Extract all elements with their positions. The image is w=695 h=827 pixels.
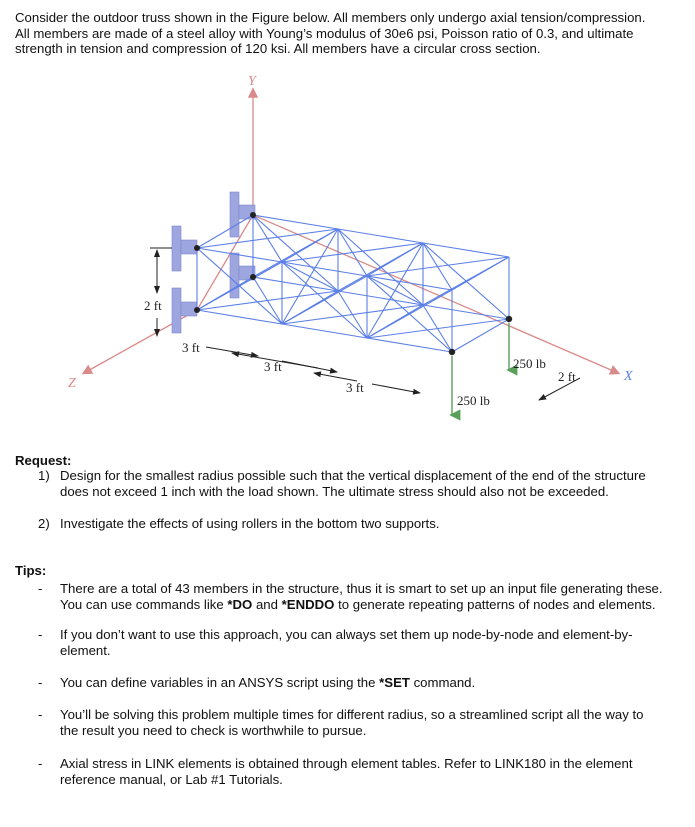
tip-item-2 — [60, 627, 690, 658]
tip-item-1 — [60, 581, 690, 612]
intro-line-1: Consider the outdoor truss shown in the Figure below. All members only undergo axial tension/compression. — [15, 10, 646, 25]
truss-diagram — [0, 68, 695, 448]
load-label-back: 250 lb — [513, 356, 546, 371]
tip-item-4 — [60, 707, 690, 738]
tip-5-line-2: reference manual, or Lab #1 Tutorials. — [60, 771, 283, 787]
support-front-bottom — [172, 288, 197, 333]
request-item-2 — [60, 516, 685, 532]
tip-5-line-1: Axial stress in LINK elements is obtained through element tables. Refer to LINK180 in the element — [60, 756, 633, 771]
truss-members — [197, 215, 509, 352]
request-item-1-line-1: Design for the smallest radius possible such that the vertical displacement of the end of the structure — [60, 468, 646, 483]
height-dimension — [150, 248, 172, 336]
tip-2-line-2: element. — [60, 642, 111, 658]
length-label-3: 3 ft — [346, 380, 364, 395]
tip-1-line-1: There are a total of 43 members in the structure, thus it is smart to set up an input file generating these. — [60, 581, 663, 596]
tip-bullet-2: - — [38, 627, 43, 642]
request-item-1 — [60, 468, 685, 499]
tips-heading: Tips: — [15, 563, 47, 578]
request-item-2-line-1: Investigate the effects of using rollers in the bottom two supports. — [60, 516, 440, 531]
tip-1-line-2: You can use commands like *DO and *ENDDO to generate repeating patterns of nodes and elements. — [60, 596, 656, 612]
truss-figure — [0, 68, 695, 448]
tip-bullet-3: - — [38, 675, 43, 690]
z-axis-label: Z — [68, 376, 76, 391]
tip-item-3 — [60, 675, 690, 691]
request-item-1-line-2: does not exceed 1 inch with the load shown. The ultimate stress should also not be exceeded. — [60, 483, 609, 499]
tip-4-line-2: the result you need to check is worthwhile to pursue. — [60, 722, 367, 738]
tip-3-line-1: You can define variables in an ANSYS script using the *SET command. — [60, 675, 476, 690]
tip-bullet-4: - — [38, 707, 43, 722]
height-label: 2 ft — [144, 298, 162, 313]
tip-bullet-5: - — [38, 756, 43, 771]
tip-bullet-1: - — [38, 581, 43, 596]
intro-paragraph — [15, 10, 687, 57]
request-heading: Request: — [15, 453, 72, 468]
y-axis-label: Y — [248, 74, 256, 89]
length-label-1: 3 ft — [182, 340, 200, 355]
intro-line-2: All members are made of a steel alloy with Young’s modulus of 30e6 psi, Poisson ratio of 0.3, and ultimate — [15, 25, 634, 41]
request-item-1-number: 1) — [38, 468, 50, 483]
request-item-2-number: 2) — [38, 516, 50, 531]
tip-item-5 — [60, 756, 690, 787]
length-dimensions — [206, 347, 580, 400]
x-axis-label: X — [624, 369, 633, 384]
tip-4-line-1: You’ll be solving this problem multiple times for different radius, so a streamlined script all the way to — [60, 707, 644, 722]
tip-2-line-1: If you don’t want to use this approach, you can always set them up node-by-node and element-by- — [60, 627, 633, 642]
intro-line-3: strength in tension and compression of 120 ksi. All members have a circular cross section. — [15, 41, 541, 57]
support-front-top — [172, 226, 197, 271]
length-label-2: 3 ft — [264, 359, 282, 374]
load-label-front: 250 lb — [457, 393, 490, 408]
depth-label: 2 ft — [558, 369, 576, 384]
